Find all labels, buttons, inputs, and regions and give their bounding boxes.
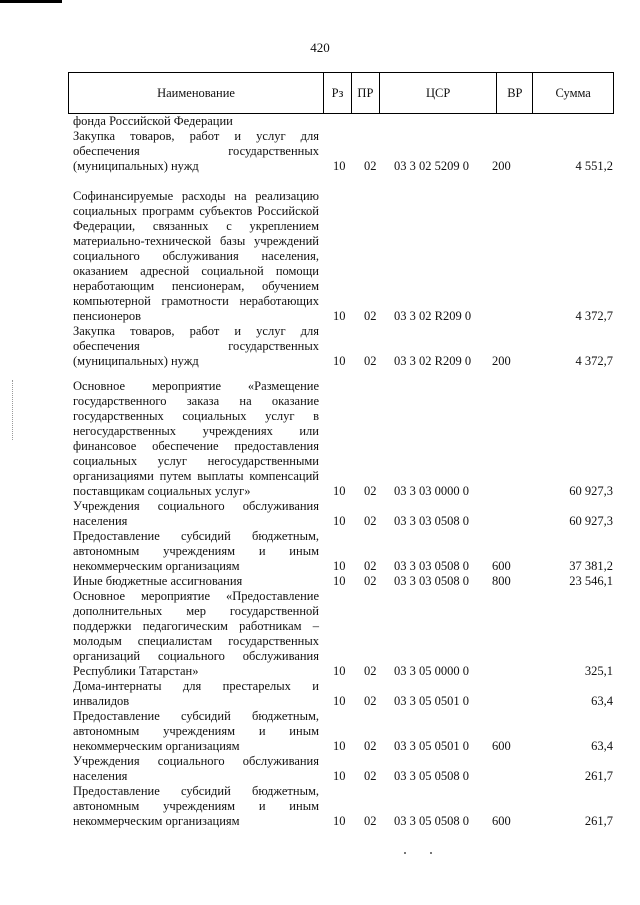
row-rz: 10 bbox=[333, 664, 346, 678]
row-pr: 02 bbox=[364, 694, 377, 708]
row-csr: 03 3 05 0501 0 bbox=[394, 739, 469, 753]
column-header-name: Наименование bbox=[69, 73, 324, 113]
row-vr: 200 bbox=[492, 159, 511, 173]
row-csr: 03 3 03 0000 0 bbox=[394, 484, 469, 498]
row-rz: 10 bbox=[333, 739, 346, 753]
row-sum: 261,7 bbox=[584, 769, 613, 783]
row-rz: 10 bbox=[333, 574, 346, 588]
row-pr: 02 bbox=[364, 769, 377, 783]
row-pr: 02 bbox=[364, 664, 377, 678]
row-pr: 02 bbox=[364, 814, 377, 828]
row-pr: 02 bbox=[364, 559, 377, 573]
scan-speck bbox=[430, 852, 432, 854]
scan-speck bbox=[404, 852, 406, 854]
table-row bbox=[0, 129, 640, 174]
table-row bbox=[0, 574, 640, 589]
row-vr: 600 bbox=[492, 739, 511, 753]
row-name: Дома-интернаты для престарелых и инвалидов bbox=[73, 679, 319, 708]
row-vr: 600 bbox=[492, 814, 511, 828]
column-header-sum: Сумма bbox=[555, 85, 591, 100]
row-pr: 02 bbox=[364, 739, 377, 753]
scan-artifact-dots bbox=[12, 380, 14, 440]
row-sum: 261,7 bbox=[584, 814, 613, 828]
row-rz: 10 bbox=[333, 694, 346, 708]
table-row bbox=[0, 589, 640, 679]
row-sum: 4 551,2 bbox=[575, 159, 613, 173]
row-sum: 4 372,7 bbox=[575, 354, 613, 368]
table-row bbox=[0, 174, 640, 324]
row-vr: 800 bbox=[492, 574, 511, 588]
row-rz: 10 bbox=[333, 769, 346, 783]
row-sum: 60 927,3 bbox=[569, 514, 613, 528]
row-csr: 03 3 02 R209 0 bbox=[394, 309, 472, 323]
row-sum: 63,4 bbox=[591, 694, 613, 708]
row-name: Предоставление субсидий бюджетным, автономным учреждениям и иным некоммерческим организациям bbox=[73, 709, 319, 753]
row-rz: 10 bbox=[333, 559, 346, 573]
row-sum: 37 381,2 bbox=[569, 559, 613, 573]
row-csr: 03 3 02 5209 0 bbox=[394, 159, 469, 173]
row-rz: 10 bbox=[333, 354, 346, 368]
page-number: 420 bbox=[310, 40, 330, 55]
table-row bbox=[0, 529, 640, 574]
row-sum: 325,1 bbox=[584, 664, 613, 678]
row-pr: 02 bbox=[364, 159, 377, 173]
row-rz: 10 bbox=[333, 159, 346, 173]
column-header-rz: Рз bbox=[324, 73, 352, 113]
column-header-pr: ПР bbox=[352, 73, 380, 113]
row-name: Учреждения социального обслуживания населения bbox=[73, 499, 319, 528]
row-name: фонда Российской Федерации bbox=[73, 114, 233, 128]
table-row bbox=[0, 324, 640, 369]
row-pr: 02 bbox=[364, 309, 377, 323]
row-name: Закупка товаров, работ и услуг для обеспечения государственных (муниципальных) нужд bbox=[73, 129, 319, 173]
row-pr: 02 bbox=[364, 484, 377, 498]
table-row bbox=[0, 754, 640, 784]
row-vr: 200 bbox=[492, 354, 511, 368]
row-sum: 60 927,3 bbox=[569, 484, 613, 498]
table-row bbox=[0, 114, 640, 129]
row-vr: 600 bbox=[492, 559, 511, 573]
column-header-csr: ЦСР bbox=[380, 73, 498, 113]
table-row bbox=[0, 784, 640, 829]
row-name: Софинансируемые расходы на реализацию социальных программ субъектов Российской Федерации, связанных с укреплением материально-технической базы учреждений социального обслуживания населения, оказанием адресной социальной помощи неработающим пенсионерам, обучением компьютерной грамотности неработающих пенсионеров bbox=[73, 189, 319, 323]
row-rz: 10 bbox=[333, 309, 346, 323]
row-rz: 10 bbox=[333, 814, 346, 828]
row-sum: 23 546,1 bbox=[569, 574, 613, 588]
row-rz: 10 bbox=[333, 484, 346, 498]
row-rz: 10 bbox=[333, 514, 346, 528]
row-name: Основное мероприятие «Предоставление дополнительных мер государственной поддержки педагогическим работникам – молодым специалистам государственных организаций социального обслуживания Республики Татарстан» bbox=[73, 589, 319, 678]
row-csr: 03 3 02 R209 0 bbox=[394, 354, 472, 368]
column-header-vr: ВР bbox=[497, 73, 533, 113]
row-sum: 63,4 bbox=[591, 739, 613, 753]
row-name: Основное мероприятие «Размещение государственного заказа на оказание государственных социальных услуг в негосударственных учреждениях или финансовое обеспечение предоставления социальных услуг негосударственными организациями путем выплаты компенсаций поставщикам социальных услуг» bbox=[73, 379, 319, 498]
row-name: Иные бюджетные ассигнования bbox=[73, 574, 243, 588]
row-csr: 03 3 05 0508 0 bbox=[394, 769, 469, 783]
row-name: Предоставление субсидий бюджетным, автономным учреждениям и иным некоммерческим организациям bbox=[73, 784, 319, 828]
row-csr: 03 3 03 0508 0 bbox=[394, 514, 469, 528]
table-row bbox=[0, 709, 640, 754]
row-csr: 03 3 05 0501 0 bbox=[394, 694, 469, 708]
row-pr: 02 bbox=[364, 354, 377, 368]
row-name: Предоставление субсидий бюджетным, автономным учреждениям и иным некоммерческим организациям bbox=[73, 529, 319, 573]
table-row bbox=[0, 679, 640, 709]
row-pr: 02 bbox=[364, 514, 377, 528]
row-csr: 03 3 03 0508 0 bbox=[394, 559, 469, 573]
row-name: Закупка товаров, работ и услуг для обеспечения государственных (муниципальных) нужд bbox=[73, 324, 319, 368]
row-name: Учреждения социального обслуживания населения bbox=[73, 754, 319, 783]
table-row bbox=[0, 369, 640, 499]
row-sum: 4 372,7 bbox=[575, 309, 613, 323]
table-row bbox=[0, 499, 640, 529]
row-csr: 03 3 05 0508 0 bbox=[394, 814, 469, 828]
row-csr: 03 3 03 0508 0 bbox=[394, 574, 469, 588]
row-csr: 03 3 05 0000 0 bbox=[394, 664, 469, 678]
row-pr: 02 bbox=[364, 574, 377, 588]
